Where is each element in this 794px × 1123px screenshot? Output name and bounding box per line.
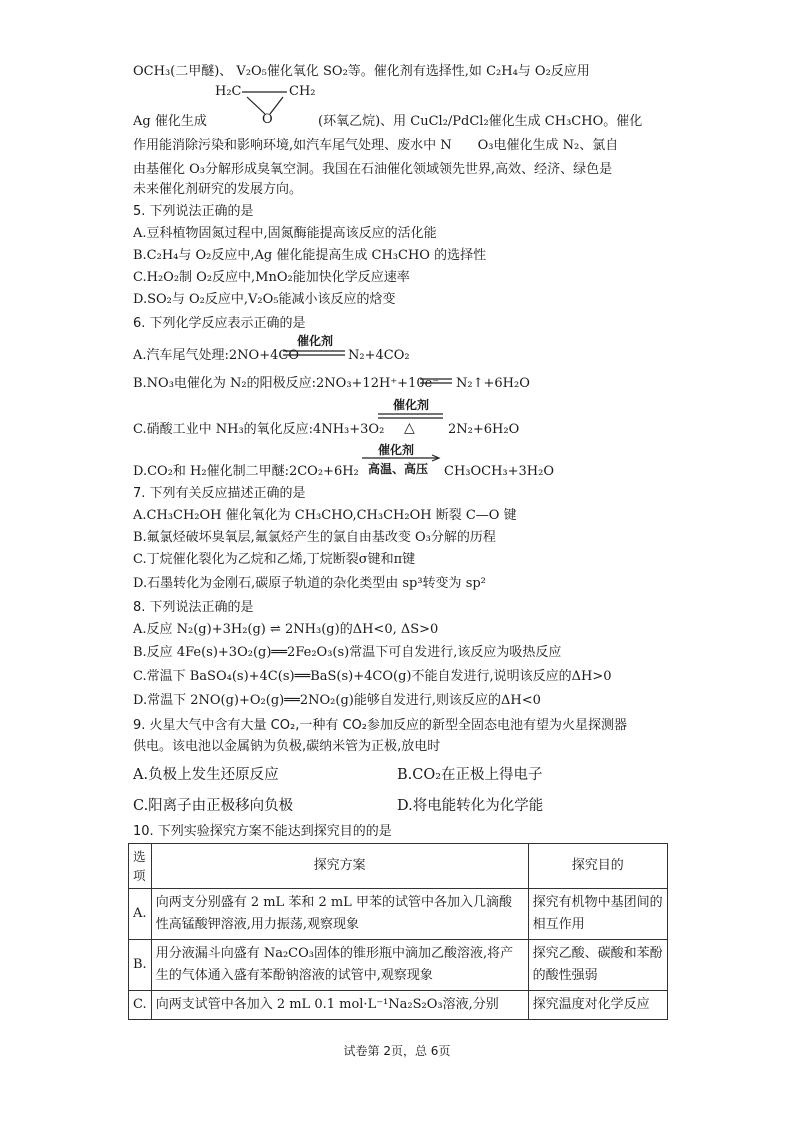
q6-stem: 6. 下列化学反应表示正确的是 [133, 316, 306, 331]
q7-stem: 7. 下列有关反应描述正确的是 [133, 486, 306, 501]
row-b-purpose: 探究乙酸、碳酸和苯酚的酸性强弱 [528, 940, 667, 991]
q6-option-a-left: A.汽车尾气处理:2NO+4CO [133, 348, 299, 363]
row-c-option: C. [129, 991, 152, 1020]
q7-option-d: D.石墨转化为金刚石,碳原子轨道的杂化类型由 sp³转变为 sp² [133, 576, 486, 591]
q9-option-b: B.CO₂在正极上得电子 [397, 767, 543, 783]
q6-option-c-right: 2N₂+6H₂O [448, 422, 520, 437]
q9-option-d: D.将电能转化为化学能 [397, 798, 544, 814]
q6-option-c-left: C.硝酸工业中 NH₃的氧化反应:4NH₃+3O₂ [133, 422, 385, 437]
q7-option-c: C.丁烷催化裂化为乙烷和乙烯,丁烷断裂σ键和π键 [133, 552, 416, 567]
table-row [129, 991, 668, 1020]
q6-d-condition: 高温、高压 [368, 462, 429, 476]
header-purpose: 探究目的 [528, 844, 667, 889]
intro-line-1: OCH₃(二甲醚)、 V₂O₅催化氧化 SO₂等。催化剂有选择性,如 C₂H₄与 O₂反应用 [133, 64, 590, 79]
q9-option-c: C.阳离子由正极移向负极 [133, 798, 294, 814]
table-row [129, 889, 668, 940]
row-b-plan: 用分液漏斗向盛有 Na₂CO₃固体的锥形瓶中滴加乙酸溶液,将产生的气体通入盛有苯酚钠溶液的试管中,观察现象 [151, 940, 528, 991]
q8-option-d: D.常温下 2NO(g)+O₂(g)══2NO₂(g)能够自发进行,则该反应的ΔH<0 [133, 693, 541, 708]
struct-left-label: H₂C [215, 84, 242, 99]
intro-line-5: 未来催化剂研究的发展方向。 [133, 182, 303, 197]
table-header-row [129, 844, 668, 889]
q6-c-catalyst: 催化剂 [393, 398, 430, 412]
q5-option-b: B.C₂H₄与 O₂反应中,Ag 催化能提高生成 CH₃CHO 的选择性 [133, 248, 487, 263]
row-a-plan: 向两支分别盛有 2 mL 苯和 2 mL 甲苯的试管中各加入几滴酸性高锰酸钾溶液,用力振荡,观察现象 [151, 889, 528, 940]
row-c-plan: 向两支试管中各加入 2 mL 0.1 mol·L⁻¹Na₂S₂O₃溶液,分别 [151, 991, 528, 1020]
q7-option-a: A.CH₃CH₂OH 催化氧化为 CH₃CHO,CH₃CH₂OH 断裂 C—O 键 [133, 508, 517, 523]
q10-experiment-table [128, 843, 668, 1020]
q5-option-a: A.豆科植物固氮过程中,固氮酶能提高该反应的活化能 [133, 226, 437, 241]
q6-option-d-right: CH₃OCH₃+3H₂O [444, 464, 555, 479]
ethylene-oxide-structure [215, 82, 330, 132]
q6-option-a-right: N₂+4CO₂ [348, 348, 410, 363]
q9-stem-line-1: 9. 火星大气中含有大量 CO₂,一种有 CO₂参加反应的新型全固态电池有望为火星探测器 [133, 718, 627, 733]
row-b-option: B. [129, 940, 152, 991]
q5-stem: 5. 下列说法正确的是 [133, 204, 254, 219]
q6-option-b-left: B.NO₃电催化为 N₂的阳极反应:2NO₃+12H⁺+10e⁻ [133, 376, 440, 391]
q8-option-c: C.常温下 BaSO₄(s)+4C(s)══BaS(s)+4CO(g)不能自发进行,说明该反应的ΔH>0 [133, 669, 612, 684]
q6-option-d-left: D.CO₂和 H₂催化制二甲醚:2CO₂+6H₂ [133, 464, 359, 479]
intro-line-2a: Ag 催化生成 [133, 114, 207, 129]
struct-right-label: CH₂ [289, 84, 316, 99]
q6-c-heat: △ [404, 420, 415, 436]
intro-line-2b: (环氧乙烷)、用 CuCl₂/PdCl₂催化生成 CH₃CHO。催化 [318, 114, 643, 129]
intro-line-4: 由基催化 O₃分解形成臭氧空洞。我国在石油催化领域领先世界,高效、经济、绿色是 [133, 162, 613, 177]
q6-c-equals-icon [378, 412, 443, 420]
q8-stem: 8. 下列说法正确的是 [133, 600, 254, 615]
header-plan: 探究方案 [151, 844, 528, 889]
q7-option-b: B.氟氯烃破坏臭氧层,氟氯烃产生的氯自由基改变 O₃分解的历程 [133, 530, 496, 545]
q6-b-equals-icon [420, 377, 452, 385]
header-option: 选项 [129, 844, 152, 889]
row-a-purpose: 探究有机物中基团间的相互作用 [528, 889, 667, 940]
intro-line-3: 作用能消除污染和影响环境,如汽车尾气处理、废水中 N O₃电催化生成 N₂、氯自 [133, 138, 619, 153]
page-footer: 试卷第 2页，总 6页 [343, 1044, 451, 1058]
row-a-option: A. [129, 889, 152, 940]
q10-stem: 10. 下列实验探究方案不能达到探究目的的是 [133, 824, 392, 839]
q9-stem-line-2: 供电。该电池以金属钠为负极,碳纳米管为正极,放电时 [133, 739, 441, 754]
q6-a-equals-icon [283, 349, 345, 357]
table-row [129, 940, 668, 991]
q5-option-c: C.H₂O₂制 O₂反应中,MnO₂能加快化学反应速率 [133, 270, 410, 285]
q8-option-b: B.反应 4Fe(s)+3O₂(g)══2Fe₂O₃(s)常温下可自发进行,该反应为吸热反应 [133, 645, 562, 660]
q6-option-b-right: N₂↑+6H₂O [456, 376, 530, 391]
struct-oxygen-label: O [262, 112, 273, 127]
q8-option-a: A.反应 N₂(g)+3H₂(g) ⇌ 2NH₃(g)的ΔH<0, ΔS>0 [133, 622, 439, 637]
q9-option-a: A.负极上发生还原反应 [133, 767, 279, 783]
row-c-purpose: 探究温度对化学反应 [528, 991, 667, 1020]
q6-a-catalyst: 催化剂 [297, 334, 334, 348]
q5-option-d: D.SO₂与 O₂反应中,V₂O₅能减小该反应的焓变 [133, 292, 396, 307]
q6-d-catalyst: 催化剂 [378, 443, 415, 457]
